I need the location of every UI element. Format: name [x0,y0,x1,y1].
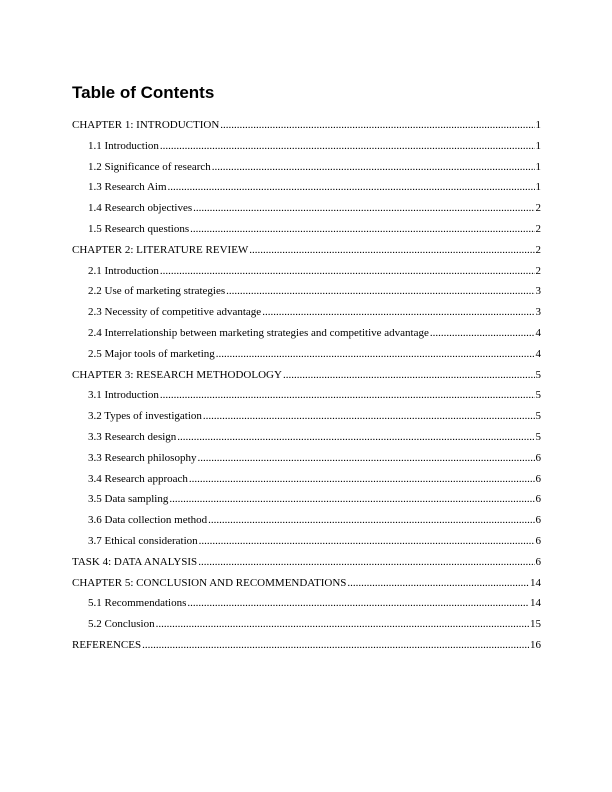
toc-page-number: 4 [535,326,541,339]
toc-dot-leader [160,136,535,157]
toc-dot-leader [160,261,535,282]
toc-list [72,115,541,656]
toc-dot-leader [283,365,535,386]
toc-dot-leader [347,573,529,594]
toc-entry[interactable] [72,240,541,261]
toc-page-number: 1 [535,181,541,194]
toc-page-number: 14 [530,597,541,610]
toc-dot-leader [199,531,535,552]
toc-entry-label: CHAPTER 2: LITERATURE REVIEW [72,243,249,256]
toc-entry-label: TASK 4: DATA ANALYSIS [72,555,198,568]
toc-entry[interactable] [72,489,541,510]
toc-dot-leader [197,448,534,469]
toc-entry-label: 3.3 Research design [88,430,177,443]
toc-page-number: 6 [535,555,541,568]
toc-entry[interactable] [72,198,541,219]
toc-entry-label: 3.6 Data collection method [88,514,208,527]
toc-dot-leader [430,323,535,344]
toc-entry-label: 3.7 Ethical consideration [88,534,198,547]
toc-entry[interactable] [72,531,541,552]
toc-entry-label: 2.1 Introduction [88,264,159,277]
toc-dot-leader [212,157,535,178]
toc-page-number: 5 [535,430,541,443]
toc-entry[interactable] [72,385,541,406]
toc-entry[interactable] [72,115,541,136]
toc-entry[interactable] [72,365,541,386]
toc-page-number: 3 [535,285,541,298]
toc-entry-label: CHAPTER 1: INTRODUCTION [72,119,220,131]
toc-dot-leader [177,427,534,448]
toc-page-number: 6 [535,493,541,506]
toc-entry-label: 3.4 Research approach [88,472,188,485]
toc-page-number: 4 [535,347,541,360]
toc-entry-label: REFERENCES [72,638,142,651]
toc-entry[interactable] [72,281,541,302]
toc-entry-label: 1.2 Significance of research [88,160,211,173]
toc-dot-leader [193,198,534,219]
toc-entry[interactable] [72,157,541,178]
toc-entry[interactable] [72,573,541,594]
toc-entry[interactable] [72,323,541,344]
toc-page-number: 5 [535,410,541,423]
toc-entry[interactable] [72,344,541,365]
toc-entry-label: 3.2 Types of investigation [88,410,202,423]
toc-entry-label: 1.5 Research questions [88,222,190,235]
toc-entry[interactable] [72,552,541,573]
toc-page-number: 14 [530,576,541,589]
toc-dot-leader [187,593,529,614]
toc-entry-label: 2.5 Major tools of marketing [88,347,215,360]
toc-entry-label: 2.2 Use of marketing strategies [88,285,226,298]
toc-dot-leader [249,240,534,261]
toc-page-number: 5 [535,389,541,402]
toc-page-number: 6 [535,534,541,547]
toc-dot-leader [190,219,534,240]
toc-dot-leader [216,344,535,365]
toc-entry[interactable] [72,510,541,531]
toc-page-number: 16 [530,638,541,651]
toc-entry[interactable] [72,427,541,448]
toc-entry-label: 2.3 Necessity of competitive advantage [88,306,262,319]
toc-entry-label: 3.3 Research philosophy [88,451,197,464]
toc-dot-leader [160,385,535,406]
toc-page-number: 15 [530,618,541,631]
toc-dot-leader [262,302,534,323]
toc-entry-label: CHAPTER 3: RESEARCH METHODOLOGY [72,368,282,381]
toc-page-number: 6 [535,514,541,527]
toc-entry-label: 1.3 Research Aim [88,181,167,194]
toc-page-number: 1 [535,160,541,173]
toc-entry[interactable] [72,448,541,469]
toc-entry-label: 5.1 Recommendations [88,597,187,610]
toc-dot-leader [226,281,534,302]
toc-entry[interactable] [72,635,541,656]
toc-page-number: 6 [535,472,541,485]
toc-entry[interactable] [72,136,541,157]
toc-page-number: 2 [535,264,541,277]
toc-page-number: 3 [535,306,541,319]
toc-entry-label: 1.4 Research objectives [88,202,193,215]
toc-dot-leader [198,552,534,573]
toc-page-number: 2 [535,243,541,256]
toc-entry-label: 3.1 Introduction [88,389,159,402]
toc-entry[interactable] [72,593,541,614]
toc-dot-leader [220,115,534,136]
toc-entry[interactable] [72,261,541,282]
toc-entry-label: 3.5 Data sampling [88,493,169,506]
toc-page-number: 2 [535,222,541,235]
toc-entry-label: CHAPTER 5: CONCLUSION AND RECOMMENDATIONS [72,576,347,589]
toc-page-number: 6 [535,451,541,464]
toc-page-number: 5 [535,368,541,381]
toc-entry[interactable] [72,406,541,427]
toc-dot-leader [169,489,534,510]
toc-entry-label: 5.2 Conclusion [88,618,155,631]
toc-page-number: 1 [535,119,541,131]
toc-entry-label: 2.4 Interrelationship between marketing strategies and competitive advantage [88,326,429,339]
toc-page-number: 2 [535,202,541,215]
toc-page-number: 1 [535,139,541,152]
toc-entry[interactable] [72,302,541,323]
toc-entry[interactable] [72,469,541,490]
toc-title: Table of Contents [72,83,215,102]
toc-entry[interactable] [72,219,541,240]
toc-dot-leader [156,614,529,635]
toc-entry[interactable] [72,177,541,198]
toc-dot-leader [208,510,534,531]
toc-dot-leader [203,406,535,427]
toc-entry[interactable] [72,614,541,635]
toc-dot-leader [142,635,529,656]
toc-dot-leader [168,177,535,198]
toc-dot-leader [189,469,535,490]
toc-entry-label: 1.1 Introduction [88,139,159,152]
